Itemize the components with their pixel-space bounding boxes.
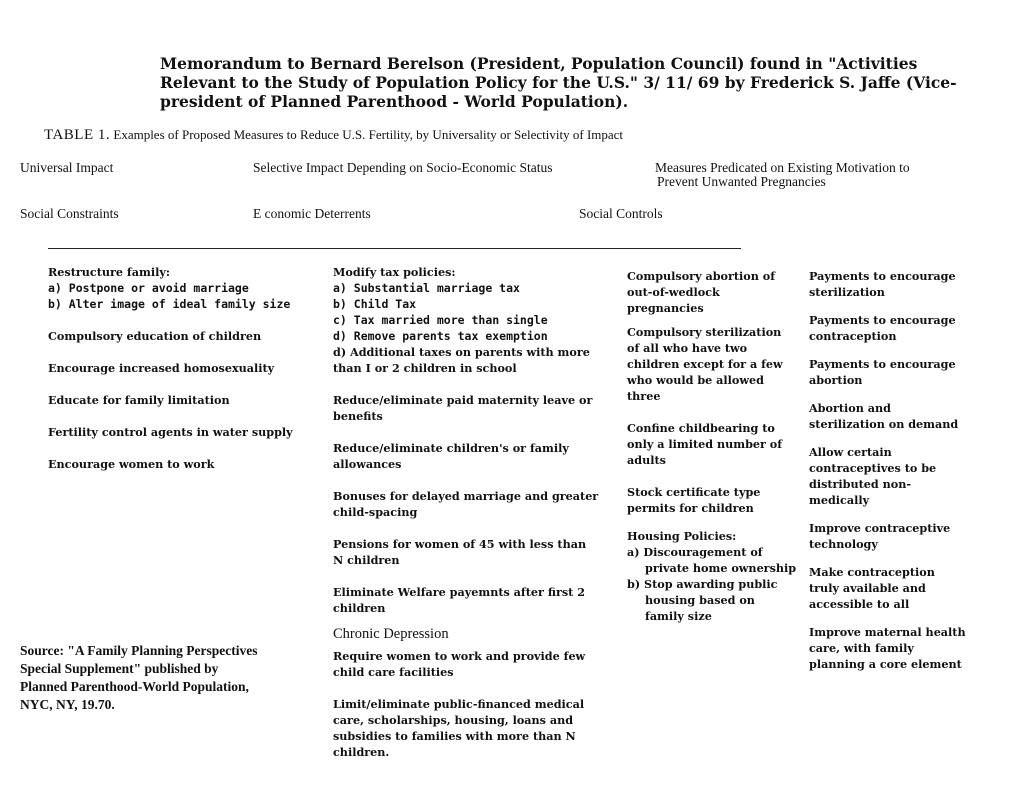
- list-item-heading: Restructure family:: [48, 265, 170, 279]
- list-item: child care facilities: [333, 665, 454, 679]
- list-item: adults: [627, 453, 666, 467]
- list-item: care, with family: [809, 641, 914, 655]
- header-line: Prevent Unwanted Pregnancies: [657, 174, 826, 189]
- list-subitem: a) Substantial marriage tax: [333, 281, 520, 295]
- list-subitem: a) Discouragement of private home ownership: [627, 545, 797, 575]
- list-item: Confine childbearing to: [627, 421, 775, 435]
- section-heading-chronic-depression: Chronic Depression: [333, 626, 449, 642]
- list-subitem: b) Stop awarding public housing based on family size: [627, 577, 778, 623]
- list-item-heading: Housing Policies:: [627, 529, 737, 543]
- list-item: abortion: [809, 373, 863, 387]
- memo-title-line: Relevant to the Study of Population Policy for the U.S." 3/ 11/ 69 by Frederick S. Jaffe (Vice-: [160, 73, 957, 92]
- list-item: Bonuses for delayed marriage and greater: [333, 489, 599, 503]
- list-item: accessible to all: [809, 597, 910, 611]
- list-item: pregnancies: [627, 301, 704, 315]
- table-caption-text: Examples of Proposed Measures to Reduce U.S. Fertility, by Universality or Selectivity of Impact: [113, 127, 624, 142]
- list-item: Payments to encourage: [809, 269, 956, 283]
- header-existing-motivation: [655, 161, 910, 189]
- list-item: out-of-wedlock: [627, 285, 720, 299]
- list-item: Limit/eliminate public-financed medical: [333, 697, 585, 711]
- list-item: children: [333, 601, 386, 615]
- list-item: Encourage increased homosexuality: [48, 361, 275, 375]
- list-item: Educate for family limitation: [48, 393, 230, 407]
- list-item: planning a core element: [809, 657, 962, 671]
- list-item: permits for children: [627, 501, 754, 515]
- list-item: care, scholarships, housing, loans and: [333, 713, 574, 727]
- list-subitem: b) Child Tax: [333, 297, 417, 311]
- memo-title-line: Memorandum to Bernard Berelson (President, Population Council) found in "Activities: [160, 54, 918, 73]
- list-item: Make contraception: [809, 565, 935, 579]
- list-item: Abortion and: [809, 401, 891, 415]
- list-item: Improve maternal health: [809, 625, 966, 639]
- list-item: of all who have two: [627, 341, 748, 355]
- list-item: Reduce/eliminate children's or family: [333, 441, 569, 455]
- memo-title-line: president of Planned Parenthood - World Population).: [160, 92, 629, 111]
- list-item: sterilization: [809, 285, 885, 299]
- list-subitem: a) Postpone or avoid marriage: [48, 281, 249, 295]
- list-subitem: d) Remove parents tax exemption: [333, 329, 548, 343]
- list-item: Payments to encourage: [809, 313, 956, 327]
- memo-title: [160, 54, 957, 111]
- list-item: three: [627, 389, 661, 403]
- list-item-heading: Modify tax policies:: [333, 265, 456, 279]
- list-item: technology: [809, 537, 878, 551]
- list-item: Improve contraceptive: [809, 521, 951, 535]
- list-item: medically: [809, 493, 870, 507]
- source-line: Planned Parenthood-World Population,: [20, 679, 249, 694]
- list-item: Pensions for women of 45 with less than: [333, 537, 587, 551]
- table-caption: [44, 127, 623, 144]
- list-item: Encourage women to work: [48, 457, 215, 471]
- list-item: only a limited number of: [627, 437, 783, 451]
- list-item: Eliminate Welfare payemnts after first 2: [333, 585, 585, 599]
- list-item: distributed non-: [809, 477, 912, 491]
- source-line: Source: "A Family Planning Perspectives: [20, 643, 258, 658]
- table-label: TABLE 1.: [44, 127, 111, 143]
- list-item: children.: [333, 745, 390, 759]
- list-subitem: c) Tax married more than single: [333, 313, 548, 327]
- list-item: N children: [333, 553, 400, 567]
- list-item: Compulsory education of children: [48, 329, 262, 343]
- list-item: Compulsory abortion of: [627, 269, 776, 283]
- list-item: subsidies to families with more than N: [333, 729, 576, 743]
- list-item: truly available and: [809, 581, 926, 595]
- list-item: Fertility control agents in water supply: [48, 425, 293, 439]
- source-line: Special Supplement" published by: [20, 661, 219, 676]
- list-item: contraception: [809, 329, 897, 343]
- header-social-constraints: Social Constraints: [20, 206, 119, 221]
- source-citation: [20, 642, 320, 714]
- list-item: Allow certain: [809, 445, 892, 459]
- header-selective-impact: Selective Impact Depending on Socio-Economic Status: [253, 160, 553, 175]
- column-social-controls: [627, 268, 797, 624]
- list-item: Require women to work and provide few: [333, 649, 586, 663]
- list-item: Stock certificate type: [627, 485, 761, 499]
- list-item: allowances: [333, 457, 402, 471]
- list-subitem: d) Additional taxes on parents with more: [333, 345, 590, 359]
- column-social-constraints: [48, 264, 318, 472]
- list-item: sterilization on demand: [809, 417, 959, 431]
- column-existing-motivation: [809, 268, 979, 672]
- column-economic-deterrents: [333, 264, 603, 760]
- list-item: Compulsory sterilization: [627, 325, 782, 339]
- header-line: Measures Predicated on Existing Motivation to: [655, 160, 910, 175]
- list-item: child-spacing: [333, 505, 418, 519]
- list-item: Reduce/eliminate paid maternity leave or: [333, 393, 593, 407]
- list-subitem: b) Alter image of ideal family size: [48, 297, 291, 311]
- list-item: children except for a few: [627, 357, 783, 371]
- header-social-controls: Social Controls: [579, 206, 663, 221]
- header-universal-impact: Universal Impact: [20, 160, 114, 175]
- list-item: who would be allowed: [627, 373, 764, 387]
- header-economic-deterrents: E conomic Deterrents: [253, 206, 371, 221]
- list-item: Payments to encourage: [809, 357, 956, 371]
- horizontal-divider: [48, 248, 741, 249]
- source-line: NYC, NY, 19.70.: [20, 697, 115, 712]
- list-item: benefits: [333, 409, 383, 423]
- list-item: contraceptives to be: [809, 461, 937, 475]
- list-subitem: than I or 2 children in school: [333, 361, 517, 375]
